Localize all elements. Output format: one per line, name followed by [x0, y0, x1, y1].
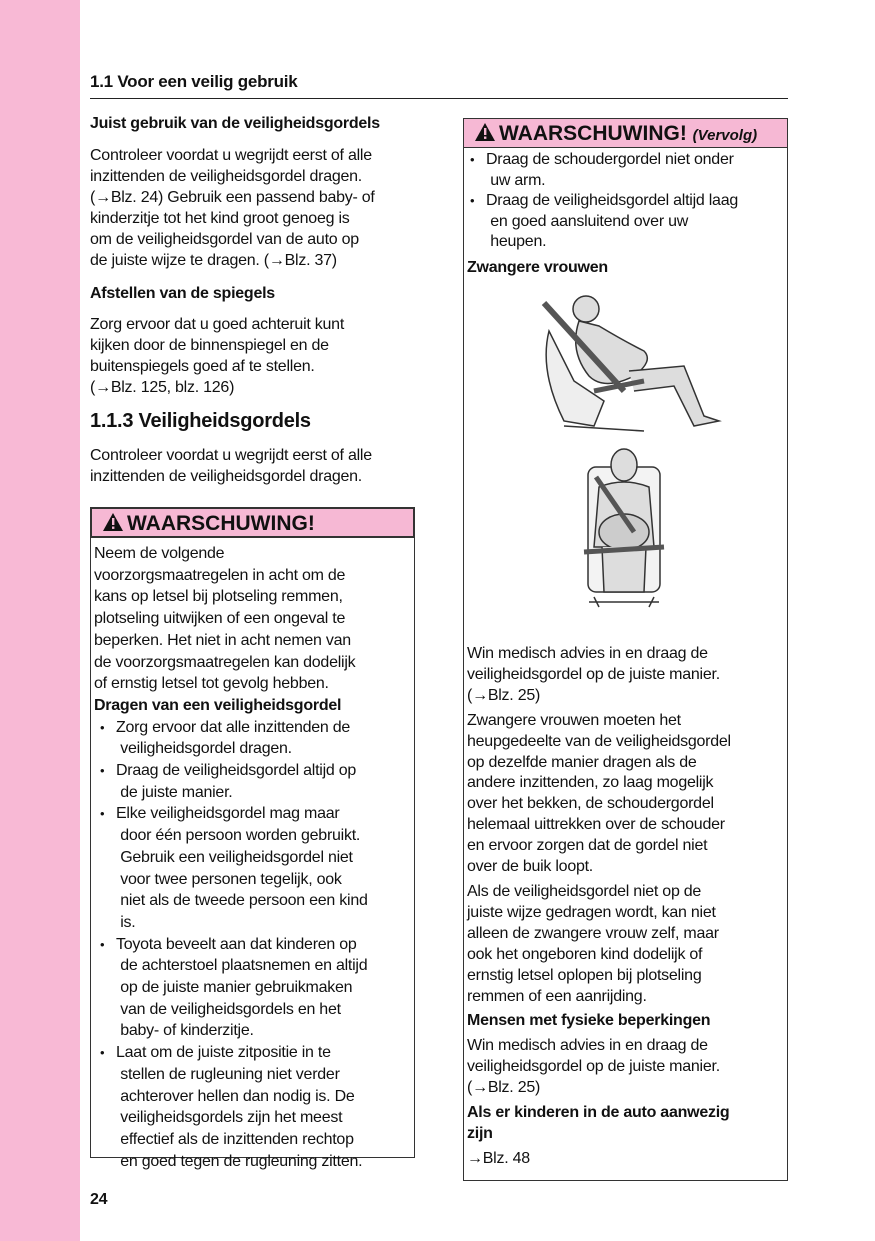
warning-bullet — [94, 803, 368, 933]
heading-belts: Juist gebruik van de veiligheidsgordels — [90, 115, 380, 132]
paragraph-pregnant-risk: Als de veiligheidsgordel niet op de juiste wijze gedragen wordt, kan niet alleen de zwangere vrouw zelf, maar ook het ongeboren kind dodelijk of ernstig letsel oplopen bij plotseling remmen of een aanrijding. — [467, 882, 719, 1005]
heading-pregnant: Zwangere vrouwen — [467, 258, 608, 276]
paragraph-pregnant-instructions: Zwangere vrouwen moeten het heupgedeelte van de veiligheidsgordel op dezelfde manier dragen als de andere inzittenden, zo laag mogelijk over het bekken, de schoudergordel helemaal uittrekken over de schouder en ervoor zorgen dat de gordel niet over de buik loopt. — [467, 711, 731, 876]
paragraph-mirrors: Zorg ervoor dat u goed achteruit kunt kijken door de binnenspiegel en de buitenspiegels goed af te stellen. (→Blz. 125, blz. 126) — [90, 316, 345, 396]
bullet-text: • Draag de veiligheidsgordel altijd op de juiste manier. — [116, 762, 357, 801]
heading-mirrors: Afstellen van de spiegels — [90, 285, 275, 302]
page-number: 24 — [90, 1191, 108, 1208]
warning-bullet — [94, 934, 368, 1043]
warning-bullet — [94, 717, 368, 760]
warning-intro: Neem de volgende voorzorgsmaatregelen in acht om de kans op letsel bij plotseling remmen, plotseling uitwijken of een ongeval te beperken. Het niet in acht nemen van de voorzorgsmaatregelen kan dodelijk of ernstig letsel tot gevolg hebben. — [94, 545, 356, 693]
bullet-text: • Toyota beveelt aan dat kinderen op de achterstoel plaatsnemen en altijd op de juiste manier gebruikmaken van de veiligheidsgordels en het baby- of kinderzitje. — [116, 935, 368, 1040]
heading-disabled: Mensen met fysieke beperkingen — [467, 1012, 711, 1030]
bullet-text: • Elke veiligheidsgordel mag maar door één persoon worden gebruikt. Gebruik een veiligheidsgordel niet voor twee personen tegelijk, ook niet als de tweede persoon een kind is. — [116, 805, 368, 931]
title-rule — [90, 98, 788, 99]
paragraph-113: Controleer voordat u wegrijdt eerst of alle inzittenden de veiligheidsgordel dragen. — [90, 447, 372, 485]
warning-header — [464, 119, 787, 148]
bullet-text: • Draag de schoudergordel niet onder uw arm. — [486, 151, 734, 189]
paragraph-disabled: Win medisch advies in en draag de veiligheidsgordel op de juiste manier. (→Blz. 25) — [467, 1037, 720, 1097]
bullet-text: • Draag de veiligheidsgordel altijd laag en goed aansluitend over uw heupen. — [486, 192, 738, 251]
bullet-text: • Zorg ervoor dat alle inzittenden de veiligheidsgordel dragen. — [116, 718, 351, 758]
page-side-strip — [0, 0, 80, 1241]
pregnant-woman-front-illustration — [574, 447, 674, 609]
continued-label: (Vervolg) — [692, 127, 758, 144]
warning-header — [90, 507, 415, 538]
warning-bullet — [464, 191, 738, 253]
paragraph-pregnant-advice: Win medisch advies in en draag de veiligheidsgordel op de juiste manier. (→Blz. 25) — [467, 645, 720, 704]
paragraph-belts: Controleer voordat u wegrijdt eerst of alle inzittenden de veiligheidsgordel dragen. (→Blz. 24) Gebruik een passend baby- of kinderzitje tot het kind groot genoeg is om de veiligheidsgordel van de auto op de juiste wijze te dragen. (→Blz. 37) — [90, 147, 375, 269]
warning-subheading: Dragen van een veiligheidsgordel — [94, 696, 342, 714]
warning-triangle-icon — [474, 122, 496, 142]
warning-title: WAARSCHUWING! — [127, 512, 315, 535]
heading-113: 1.1.3 Veiligheidsgordels — [90, 410, 311, 432]
warning-title: WAARSCHUWING! — [499, 122, 687, 145]
section-title: 1.1 Voor een veilig gebruik — [90, 72, 298, 91]
warning-bullet — [94, 760, 368, 803]
pregnant-woman-seated-illustration — [534, 291, 724, 436]
warning-bullet — [464, 150, 738, 191]
heading-children: Als er kinderen in de auto aanwezig zijn — [467, 1104, 730, 1142]
warning-box-continued — [463, 118, 788, 1181]
warning-bullet — [94, 1042, 368, 1172]
paragraph-children: →Blz. 48 — [467, 1149, 530, 1167]
warning-triangle-icon — [102, 512, 124, 532]
bullet-text: • Laat om de juiste zitpositie in te stellen de rugleuning niet verder achterover hellen dan nodig is. De veiligheidsgordels zijn het meest effectief als de inzittenden rechtop en goed tegen de rugleuning zitten. — [116, 1044, 363, 1170]
warning-box — [90, 507, 415, 1170]
